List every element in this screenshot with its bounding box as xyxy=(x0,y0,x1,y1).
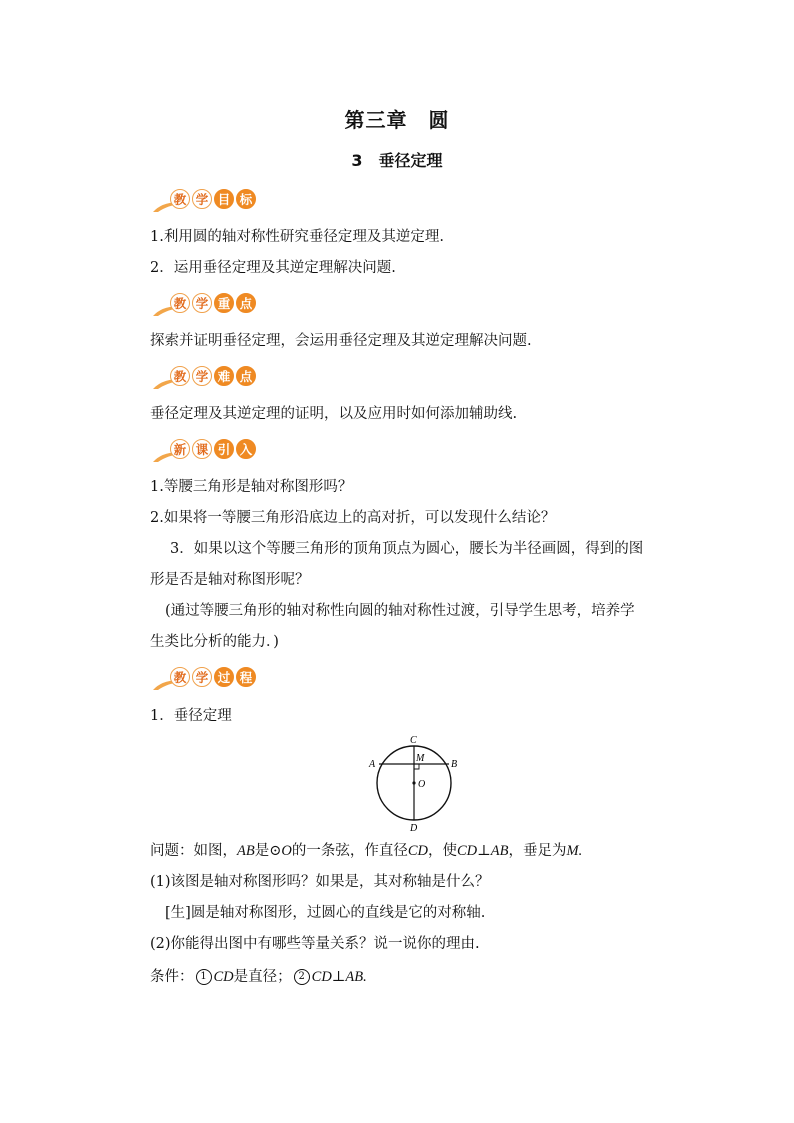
badge-char: 过 xyxy=(214,667,234,687)
term-m: M. xyxy=(566,843,583,859)
label-a: A xyxy=(369,759,376,770)
term-cd: CD xyxy=(407,843,428,859)
badge-char: 课 xyxy=(192,439,212,459)
badge-teaching-goals xyxy=(152,187,262,215)
label-m: M xyxy=(416,753,425,764)
problem-mid: 的一条弦，作直径 xyxy=(291,843,408,859)
badge-char: 教 xyxy=(170,293,190,313)
badge-char: 新 xyxy=(170,439,190,459)
term-cd-perp-ab: CD⊥AB xyxy=(457,843,509,859)
term-ab: AB xyxy=(237,843,255,859)
right-angle-mark xyxy=(414,764,419,769)
badge-char: 入 xyxy=(236,439,256,459)
section-title: 3 垂径定理 xyxy=(351,151,443,170)
badge-char: 学 xyxy=(192,189,212,209)
conditions-prefix: 条件： xyxy=(150,969,194,985)
badge-key-points xyxy=(152,291,262,319)
badge-char: 点 xyxy=(236,293,256,313)
condition-2-text: CD⊥AB. xyxy=(311,969,367,985)
problem-make: ，使 xyxy=(428,843,457,859)
badge-char: 学 xyxy=(192,293,212,313)
chapter-title: 第三章 圆 xyxy=(344,108,450,132)
intro-note-line1: (通过等腰三角形的轴对称性向圆的轴对称性过渡，引导学生思考，培养学 xyxy=(165,603,635,619)
badge-char: 学 xyxy=(192,366,212,386)
circled-number-2: 2 xyxy=(294,969,310,985)
label-b: B xyxy=(451,759,458,770)
badge-char: 难 xyxy=(214,366,234,386)
badge-intro xyxy=(152,437,262,465)
circled-number-1: 1 xyxy=(196,969,212,985)
problem-foot: ，垂足为 xyxy=(508,843,567,859)
answer-1: [生]圆是轴对称图形，过圆心的直线是它的对称轴. xyxy=(165,905,486,921)
process-heading: 1．垂径定理 xyxy=(150,708,232,724)
badge-char: 教 xyxy=(170,366,190,386)
conditions xyxy=(150,967,367,987)
badge-char: 学 xyxy=(192,667,212,687)
badge-difficulties xyxy=(152,364,262,392)
condition-1-text: 是直径； xyxy=(233,969,292,985)
label-o: O xyxy=(418,779,426,790)
label-c: C xyxy=(410,735,417,746)
center-point xyxy=(412,781,415,784)
intro-question-2: 2.如果将一等腰三角形沿底边上的高对折，可以发现什么结论？ xyxy=(150,510,556,526)
intro-question-1: 1.等腰三角形是轴对称图形吗？ xyxy=(150,479,353,495)
badge-char: 教 xyxy=(170,667,190,687)
badge-char: 目 xyxy=(214,189,234,209)
goal-item-2: 2．运用垂径定理及其逆定理解决问题. xyxy=(150,260,396,276)
label-d: D xyxy=(410,823,418,833)
problem-prefix: 问题：如图， xyxy=(150,843,237,859)
badge-char: 重 xyxy=(214,293,234,313)
term-cd-2: CD xyxy=(213,969,234,985)
badge-char: 标 xyxy=(236,189,256,209)
question-1: (1)该图是轴对称图形吗？如果是，其对称轴是什么？ xyxy=(150,874,490,890)
goal-item-1: 1.利用圆的轴对称性研究垂径定理及其逆定理. xyxy=(150,229,444,245)
badge-char: 教 xyxy=(170,189,190,209)
circle-diagram xyxy=(360,733,470,833)
question-2: (2)你能得出图中有哪些等量关系？说一说你的理由. xyxy=(150,936,480,952)
term-circle-o: ⊙O xyxy=(269,843,292,859)
intro-note-line2: 生类比分析的能力．) xyxy=(150,634,279,650)
badge-char: 点 xyxy=(236,366,256,386)
intro-question-3-line1: 3．如果以这个等腰三角形的顶角顶点为圆心，腰长为半径画圆，得到的图 xyxy=(170,541,644,557)
problem-statement xyxy=(150,841,582,861)
difficulties-text: 垂径定理及其逆定理的证明，以及应用时如何添加辅助线. xyxy=(150,406,518,422)
intro-question-3-line2: 形是否是轴对称图形呢？ xyxy=(150,572,310,588)
badge-process xyxy=(152,665,262,693)
badge-char: 引 xyxy=(214,439,234,459)
badge-char: 程 xyxy=(236,667,256,687)
problem-is: 是 xyxy=(254,843,270,859)
key-points-text: 探索并证明垂径定理，会运用垂径定理及其逆定理解决问题. xyxy=(150,333,532,349)
